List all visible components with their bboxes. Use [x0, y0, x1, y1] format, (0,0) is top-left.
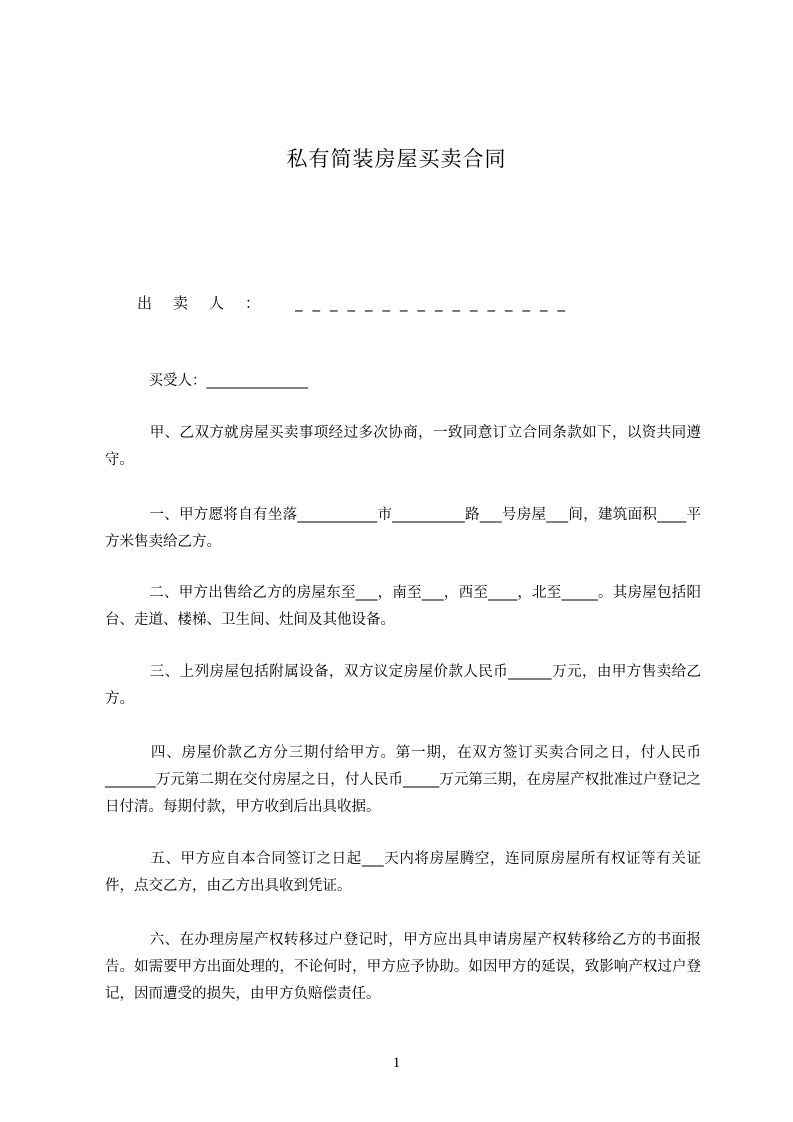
buyer-line: 买受人：______________	[105, 373, 308, 389]
paragraph-clause-5: 五、甲方应自本合同签订之日起___天内将房屋腾空，连同原房屋所有权证等有关证件，点交乙方，由乙方出具收到凭证。	[105, 851, 701, 894]
paragraph-clause-6: 六、在办理房屋产权转移过户登记时，甲方应出具申请房屋产权转移给乙方的书面报告。如需要甲方出面处理的，不论何时，甲方应予协助。如因甲方的延误，致影响产权过户登记，因而遭受的损失，由甲方负赔偿责任。	[105, 932, 701, 1002]
seller-blank: ________________	[295, 294, 576, 312]
paragraph-clause-2: 二、甲方出售给乙方的房屋东至___，南至___，西至____，北至_____。其房屋包括阳台、走道、楼梯、卫生间、灶间及其他设备。	[105, 585, 701, 628]
document-title: 私有简装房屋买卖合同	[286, 147, 507, 171]
paragraph-clause-1: 一、甲方愿将自有坐落___________市__________路___号房屋___间，建筑面积____平方米售卖给乙方。	[105, 507, 701, 550]
seller-label: 出卖人：	[137, 294, 282, 312]
paragraph-clause-3: 三、上列房屋包括附属设备，双方议定房屋价款人民币______万元，由甲方售卖给乙方。	[105, 664, 701, 707]
seller-line	[137, 292, 705, 313]
paragraph-preamble: 甲、乙双方就房屋买卖事项经过多次协商，一致同意订立合同条款如下，以资共同遵守。	[105, 425, 701, 468]
page-number: 1	[392, 1055, 401, 1071]
paragraph-clause-4: 四、房屋价款乙方分三期付给甲方。第一期，在双方签订买卖合同之日，付人民币_______万元第二期在交付房屋之日，付人民币_____万元第三期，在房屋产权批准过户登记之日付清。每期付款，甲方收到后出具收据。	[105, 745, 701, 815]
